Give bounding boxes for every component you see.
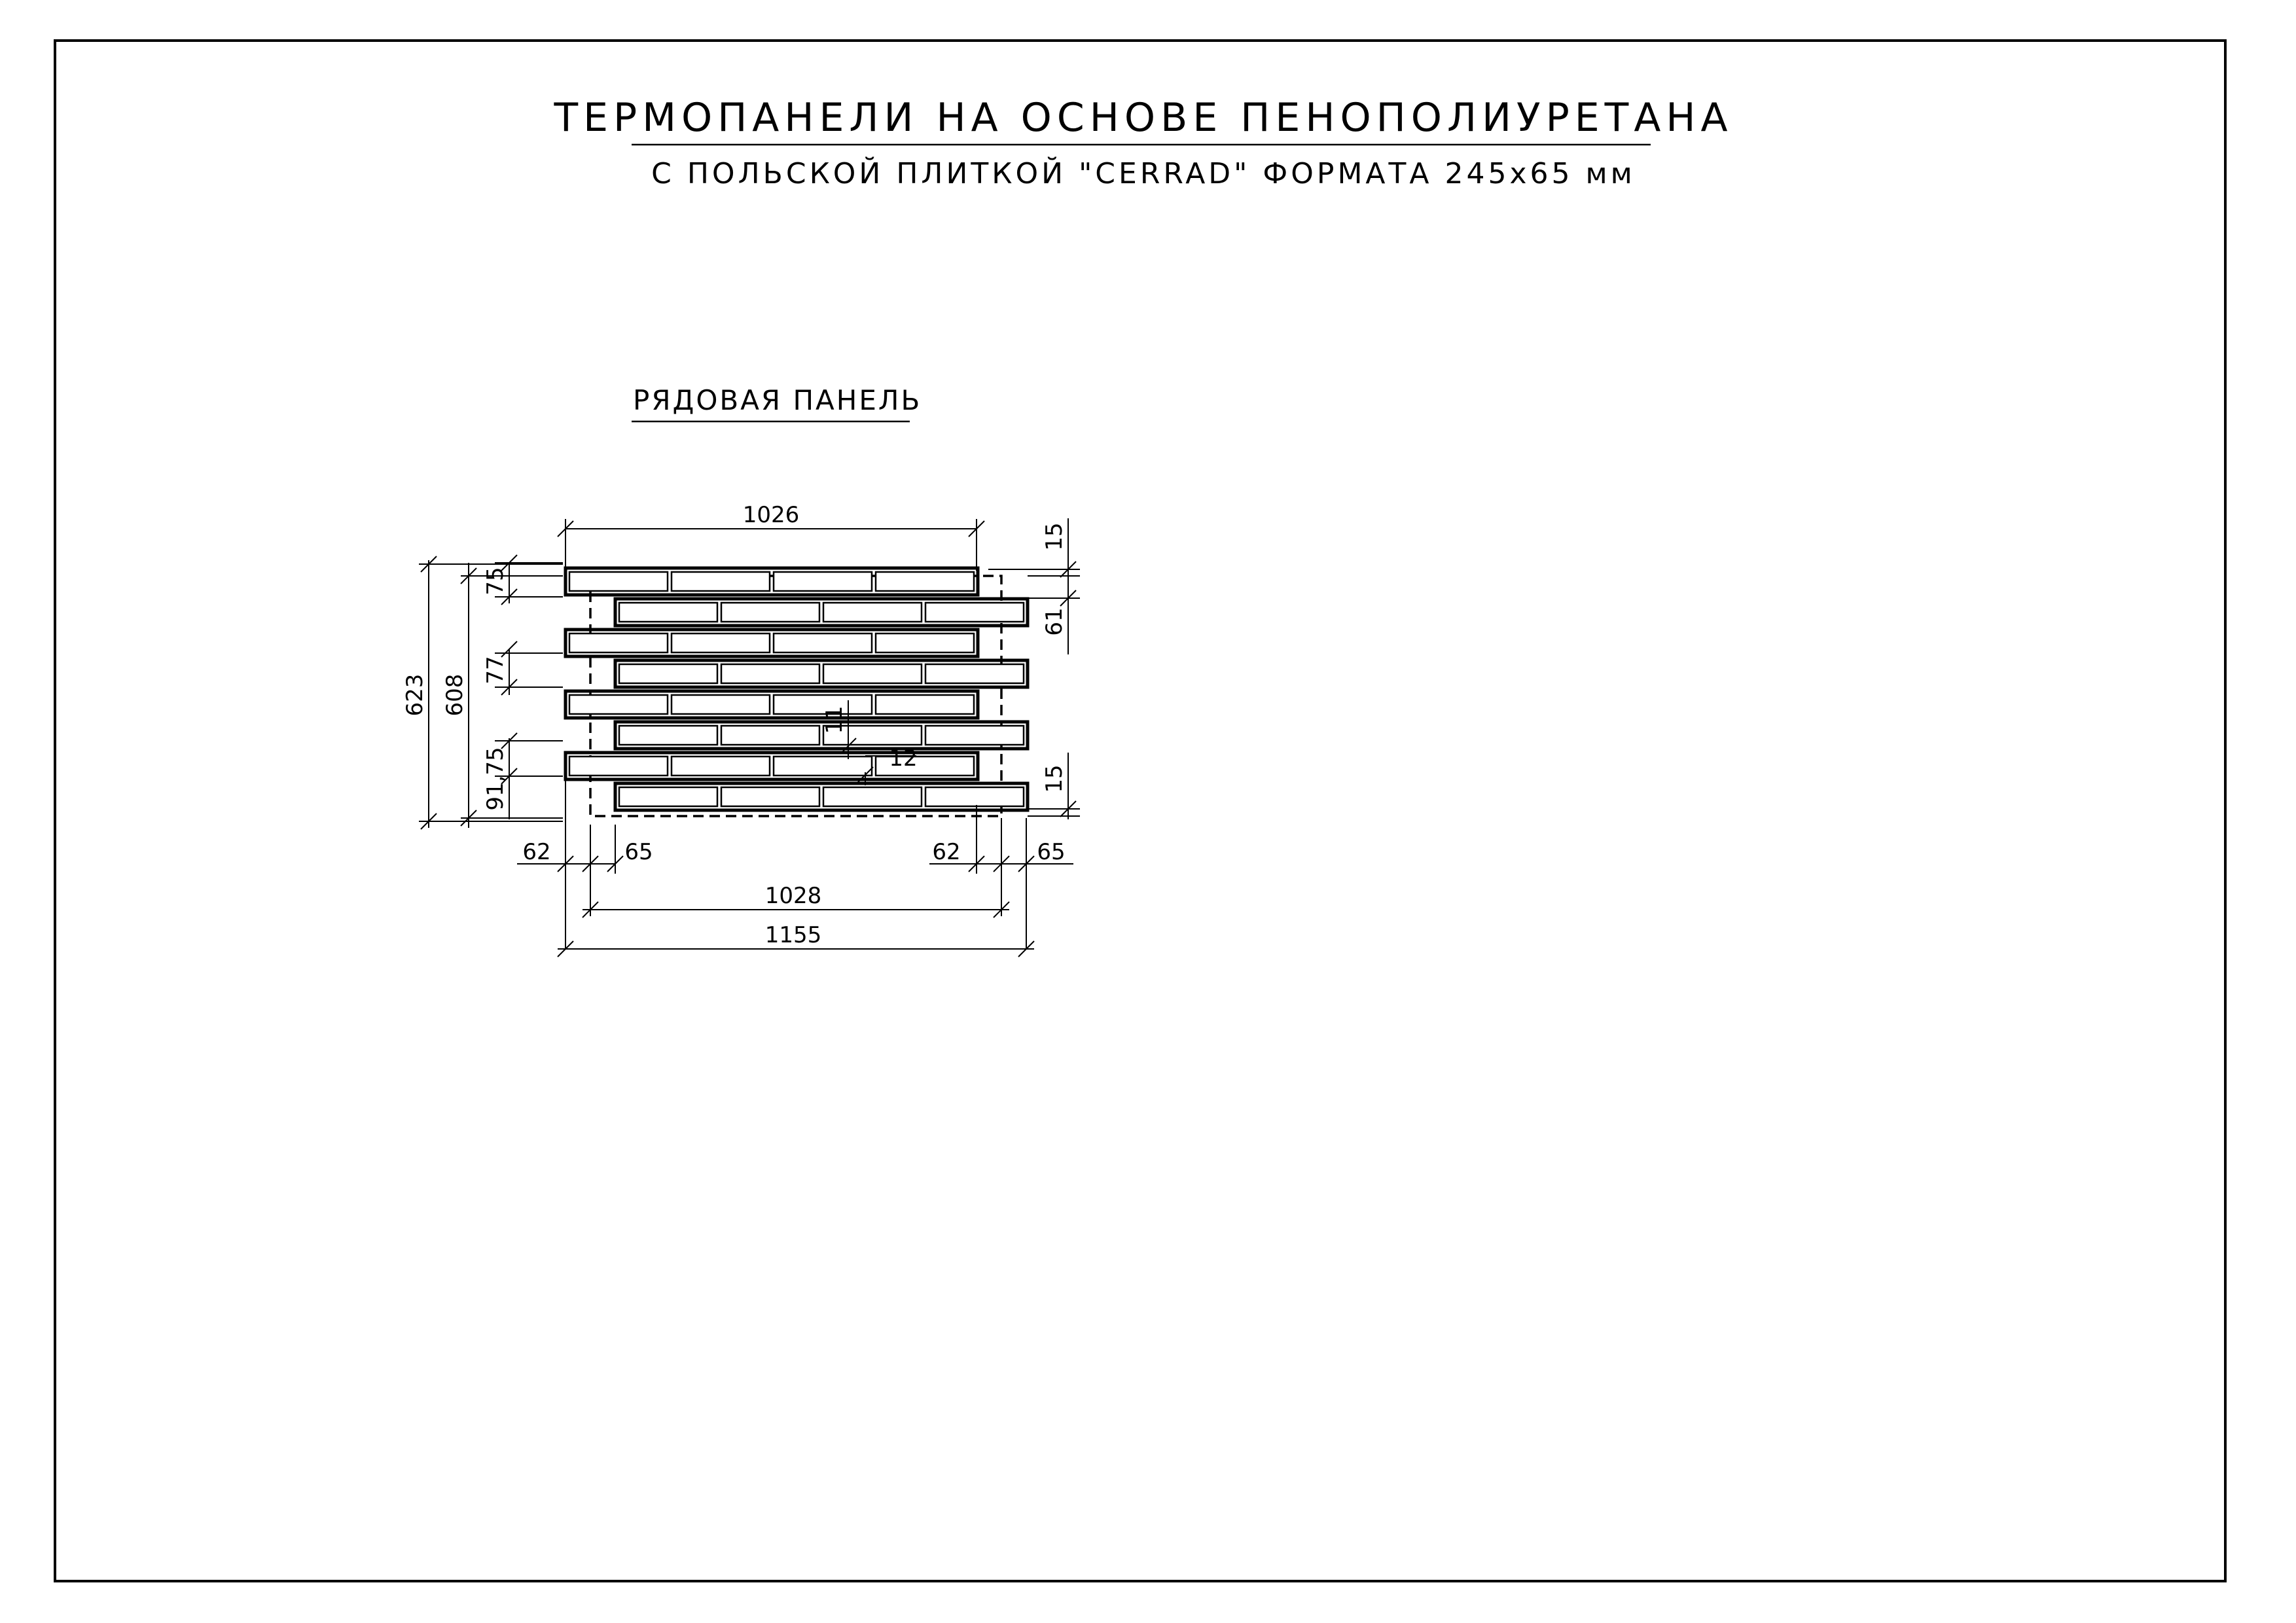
brick-tile <box>774 757 872 776</box>
dim-joint-horizontal: 12 <box>889 745 918 772</box>
brick-rows <box>565 568 1028 810</box>
dim-right-top-offset: 15 <box>1041 522 1067 551</box>
dim-row-bottom: 91,75 <box>482 747 509 811</box>
dim-overall-width: 1155 <box>764 922 822 948</box>
brick-tile <box>876 572 974 591</box>
brick-tile <box>721 664 819 683</box>
dim-right-row-height: 61 <box>1041 607 1067 636</box>
section-heading: РЯДОВАЯ ПАНЕЛЬ <box>633 384 922 416</box>
drawing-title: ТЕРМОПАНЕЛИ НА ОСНОВЕ ПЕНОПОЛИУРЕТАНА <box>554 95 1733 141</box>
dim-panel-height: 608 <box>442 673 468 717</box>
brick-tile <box>823 603 922 622</box>
brick-tile <box>672 572 770 591</box>
brick-tile <box>925 664 1024 683</box>
brick-tile <box>925 726 1024 745</box>
brick-tile <box>925 603 1024 622</box>
brick-tile <box>569 695 668 714</box>
brick-tile <box>721 726 819 745</box>
brick-tile <box>619 726 717 745</box>
dim-left-offset-a: 62 <box>522 839 551 865</box>
dim-overall-height: 623 <box>402 673 428 717</box>
brick-tile <box>569 633 668 652</box>
brick-tile <box>721 787 819 806</box>
dim-right-offset-a: 62 <box>932 839 961 865</box>
brick-tile <box>672 757 770 776</box>
brick-tile <box>619 787 717 806</box>
dim-row-top: 75 <box>482 567 509 596</box>
panel-drawing <box>565 568 1028 825</box>
dim-inner-width: 1028 <box>764 883 822 909</box>
brick-tile <box>672 633 770 652</box>
brick-tile <box>774 633 872 652</box>
dim-joint-vertical: 11 <box>821 705 848 734</box>
drawing-frame <box>55 41 2225 1581</box>
drawing-subtitle: С ПОЛЬСКОЙ ПЛИТКОЙ "CERRAD" ФОРМАТА 245х65 мм <box>651 157 1636 190</box>
brick-tile <box>925 787 1024 806</box>
brick-tile <box>774 572 872 591</box>
brick-tile <box>823 787 922 806</box>
dim-right-bottom-offset: 15 <box>1041 764 1067 793</box>
dim-top-width: 1026 <box>742 502 800 528</box>
brick-tile <box>672 695 770 714</box>
brick-tile <box>876 695 974 714</box>
brick-tile <box>569 757 668 776</box>
brick-tile <box>569 572 668 591</box>
dim-row-mid: 77 <box>482 656 509 685</box>
brick-tile <box>721 603 819 622</box>
brick-tile <box>823 664 922 683</box>
brick-tile <box>619 603 717 622</box>
brick-tile <box>876 633 974 652</box>
brick-tile <box>619 664 717 683</box>
dim-right-offset-b: 65 <box>1037 839 1066 865</box>
dim-left-offset-b: 65 <box>624 839 653 865</box>
